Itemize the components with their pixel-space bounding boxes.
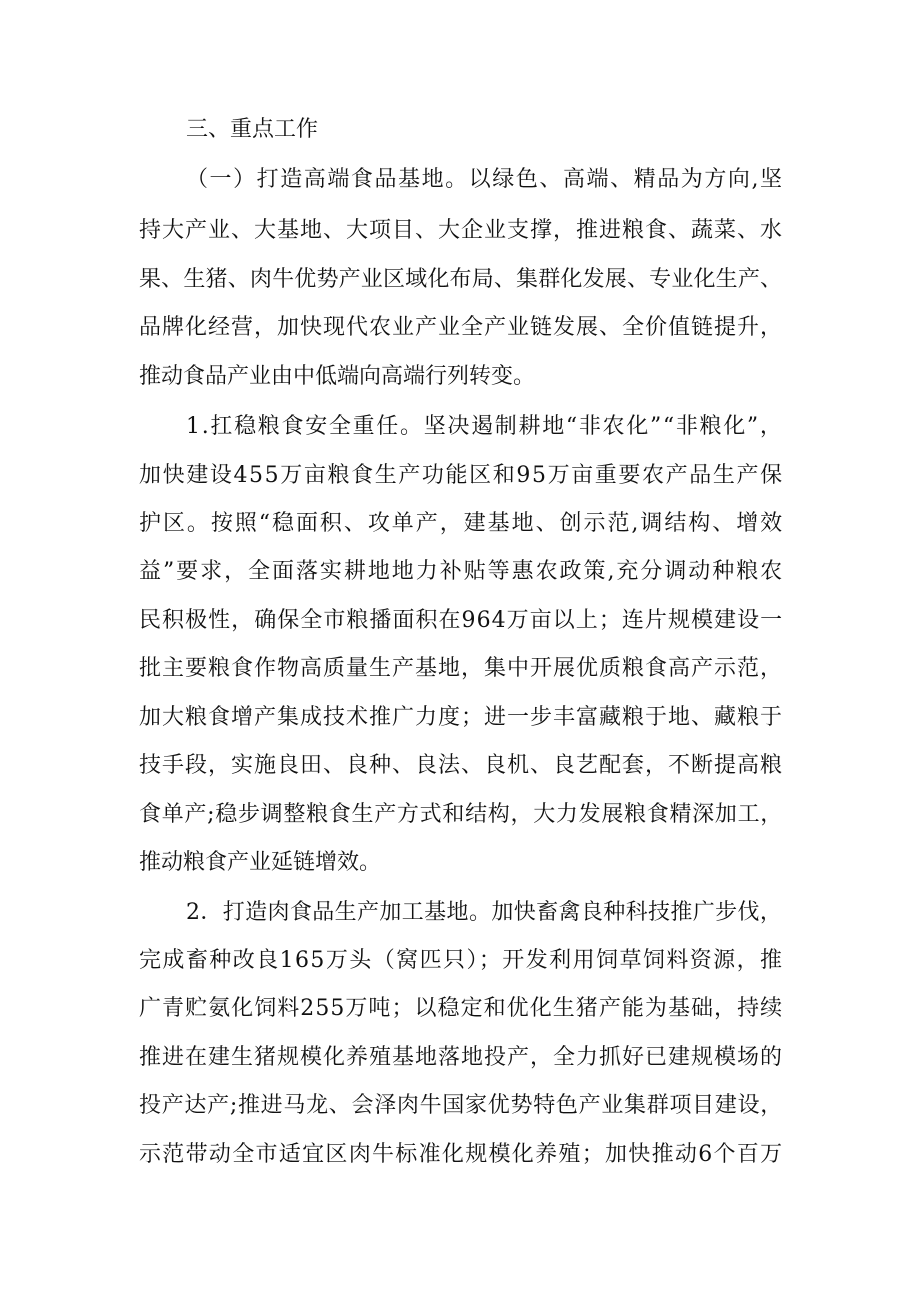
paragraph-1-line-5: 推动食品产业由中低端向高端行列转变。 bbox=[139, 364, 536, 389]
paragraph-2-line-7: 加大粮食增产集成技术推广力度；进一步丰富藏粮于地、藏粮于 bbox=[139, 705, 784, 730]
paragraph-1-line-3: 果、生猪、肉牛优势产业区域化布局、集群化发展、专业化生产、 bbox=[139, 267, 783, 292]
paragraph-3-line-4: 推进在建生猪规模化养殖基地落地投产，全力抓好已建规模场的 bbox=[139, 1045, 784, 1070]
paragraph-2-line-8: 技手段，实施良田、良种、良法、良机、良艺配套，不断提高粮 bbox=[139, 753, 784, 778]
paragraph-2-line-4: 益”要求，全面落实耕地地力补贴等惠农政策,充分调动种粮农 bbox=[139, 559, 785, 584]
paragraph-2-line-9: 食单产;稳步调整粮食生产方式和结构，大力发展粮食精深加工， bbox=[139, 802, 784, 827]
paragraph-2-line-1: 1.扛稳粮食安全重任。坚决遏制耕地“非农化”“非粮化”， bbox=[186, 414, 784, 439]
paragraph-1-line-4: 品牌化经营，加快现代农业产业全产业链发展、全价值链提升， bbox=[139, 315, 784, 340]
paragraph-2-line-2: 加快建设455万亩粮食生产功能区和95万亩重要农产品生产保 bbox=[139, 463, 784, 488]
paragraph-3-line-6: 示范带动全市适宜区肉牛标准化规模化养殖；加快推动6个百万 bbox=[139, 1142, 784, 1167]
paragraph-2-line-10: 推动粮食产业延链增效。 bbox=[139, 850, 382, 875]
paragraph-2-line-3: 护区。按照“稳面积、攻单产，建基地、创示范,调结构、增效 bbox=[139, 511, 785, 536]
paragraph-1-line-1: （一）打造高端食品基地。以绿色、高端、精品为方向,坚 bbox=[186, 167, 784, 192]
paragraph-1-line-2: 持大产业、大基地、大项目、大企业支撑，推进粮食、蔬菜、水 bbox=[139, 218, 784, 243]
paragraph-2-line-6: 批主要粮食作物高质量生产基地，集中开展优质粮食高产示范， bbox=[139, 656, 784, 681]
paragraph-3-line-2: 完成畜种改良165万头（窝匹只）；开发利用饲草饲料资源，推 bbox=[139, 948, 784, 973]
paragraph-3-line-5: 投产达产;推进马龙、会泽肉牛国家优势特色产业集群项目建设， bbox=[139, 1093, 784, 1118]
paragraph-3-line-1: 2．打造肉食品生产加工基地。加快畜禽良种科技推广步伐， bbox=[186, 900, 783, 925]
paragraph-3-line-3: 广青贮氨化饲料255万吨；以稳定和优化生猪产能为基础，持续 bbox=[139, 996, 784, 1021]
section-heading: 三、重点工作 bbox=[186, 117, 319, 142]
paragraph-2-line-5: 民积极性，确保全市粮播面积在964万亩以上；连片规模建设一 bbox=[139, 608, 784, 633]
